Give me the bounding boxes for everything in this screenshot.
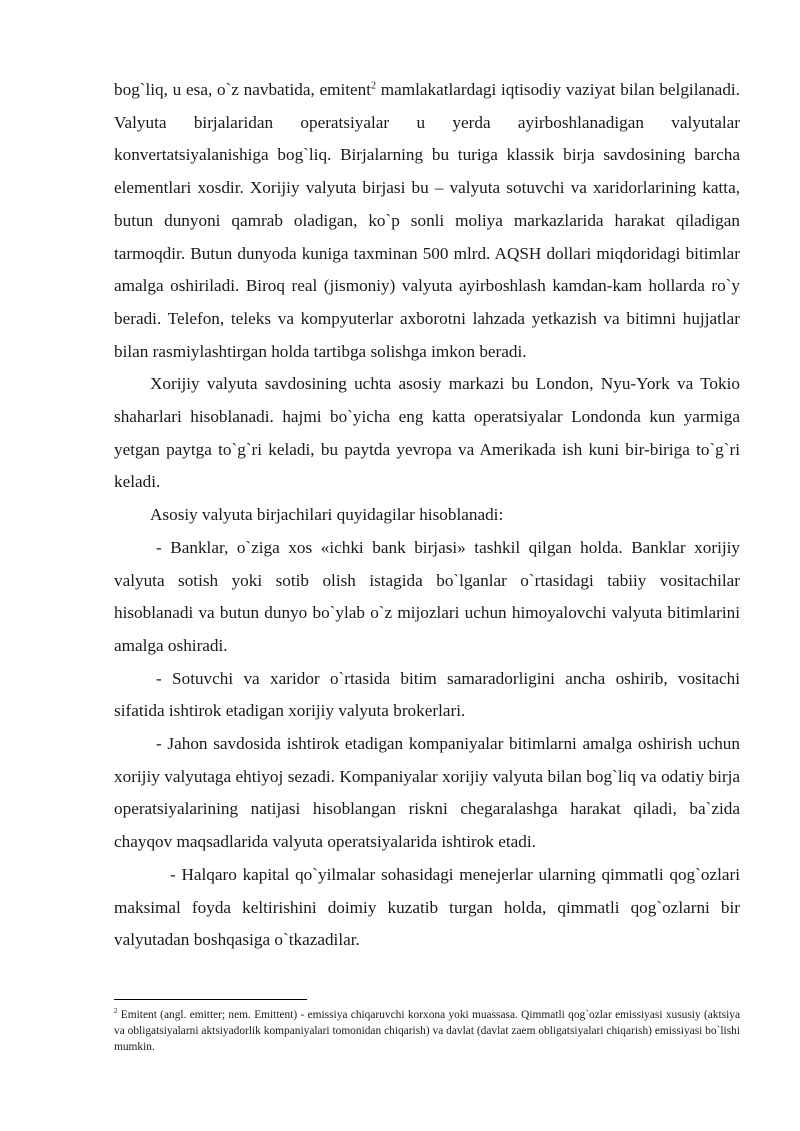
list-item-brokers: - Sotuvchi va xaridor o`rtasida bitim samaradorligini ancha oshirib, vositachi sifatida ishtirok etadigan xorijiy valyuta brokerlari. [114, 668, 740, 721]
footnote-text: Emitent (angl. emitter; nem. Emittent) - emissiya chiqaruvchi korxona yoki muassasa. Qimmatli qog`ozlar emissiyasi xususiy (aktsiya va obligatsiyalarni aktsiyadorlik kompaniyalari tomonidan chiqarish) va davlat (davlat zaem obligatsiyalari chiqarish) emissiyasi bo`lishi mumkin. [114, 1009, 740, 1053]
body-text [114, 74, 740, 957]
footnote [114, 1008, 740, 1055]
list-item-managers: - Halqaro kapital qo`yilmalar sohasidagi menejerlar ularning qimmatli qog`ozlari maksimal foyda keltirishini doimiy kuzatib turgan holda, qimmatli qog`ozlarni bir valyutadan boshqasiga o`tkazadilar. [114, 864, 740, 950]
paragraph-3: Asosiy valyuta birjachilari quyidagilar hisoblanadi: [150, 505, 504, 525]
paragraph-1: bog`liq, u esa, o`z navbatida, emitent$^2$ mamlakatlardagi iqtisodiy vaziyat bilan belgilanadi. Valyuta birjalaridan operatsiyalar u yerda ayirboshlanadigan valyutalar konvertatsiyalanishiga bog`liq. Birjalarning bu turiga klassik birja savdosining barcha elementlari xosdir. Xorijiy valyuta birjasi bu – valyuta sotuvchi va xaridorlarining katta, butun dunyoni qamrab oladigan, ko`p sonli moliya markazlarida harakat qiladigan tarmoqdir. Butun dunyoda kuniga taxminan 500 mlrd. AQSH dollari miqdoridagi bitimlar amalga oshiriladi. Biroq real (jismoniy) valyuta ayirboshlash kamdan-kam hollarda ro`y beradi. Telefon, teleks va kompyuterlar axborotni lahzada yetkazish va bitimni hujjatlar bilan rasmiylashtirgan holda tartibga solishga imkon beradi. [114, 80, 740, 361]
footnote-reference[interactable]: 2 [371, 80, 377, 92]
list-item-companies: - Jahon savdosida ishtirok etadigan kompaniyalar bitimlarni amalga oshirish uchun xorijiy valyutaga ehtiyoj sezadi. Kompaniyalar xorijiy valyuta bilan bog`liq va odatiy birja operatsiyalarining natijasi hisoblangan riskni chegaralashga harakat qiladi, ba`zida chayqov maqsadlarida valyuta operatsiyalarida ishtirok etadi. [114, 734, 740, 852]
list-item-banks: - Banklar, o`ziga xos «ichki bank birjasi» tashkil qilgan holda. Banklar xorijiy valyuta sotish yoki sotib olish istagida bo`lganlar o`rtasidagi tabiiy vositachilar hisoblanadi va butun dunyo bo`ylab o`z mijozlari uchun himoyalovchi valyuta bitimlarini amalga oshiradi. [114, 537, 740, 655]
footnote-divider [114, 999, 307, 1000]
paragraph-2: Xorijiy valyuta savdosining uchta asosiy markazi bu London, Nyu-York va Tokio shaharlari hisoblanadi. hajmi bo`yicha eng katta operatsiyalar Londonda kun yarmiga yetgan paytga to`g`ri keladi, bu paytda yevropa va Amerikada ish kuni bir-biriga to`g`ri keladi. [114, 374, 740, 492]
footnote-marker: 2 [114, 1007, 118, 1016]
